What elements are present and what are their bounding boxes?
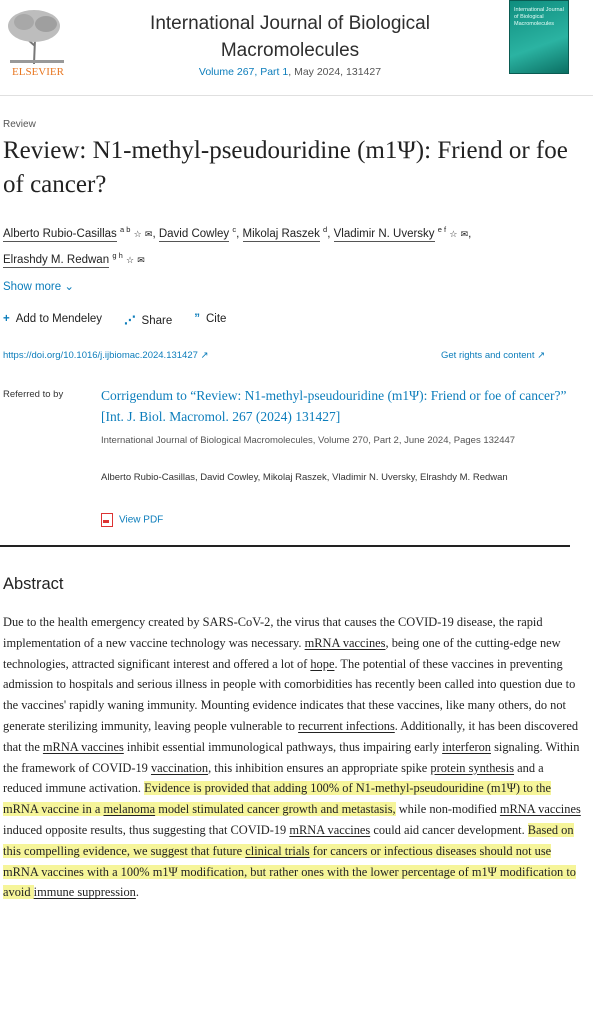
article-actions <box>3 313 226 327</box>
affiliation-sup[interactable]: c <box>232 225 237 234</box>
abstract-sentence: , this inhibition ensures an appropriate spike <box>208 760 431 775</box>
article-title: Review: N1-methyl-pseudouridine (m1Ψ): Friend or foe of cancer? <box>3 137 568 198</box>
journal-title[interactable]: International Journal of Biological Macromolecules <box>150 13 430 61</box>
cover-title: International Journal of Biological Macromolecules <box>514 7 564 27</box>
person-icon[interactable]: ☆ <box>133 228 142 239</box>
plus-icon: + <box>3 313 10 325</box>
keyword-link[interactable]: interferon <box>442 739 491 754</box>
keyword-link[interactable]: mRNA vaccines <box>289 822 371 837</box>
publisher-name: ELSEVIER <box>12 66 64 78</box>
abstract-sentence: . The potential of these vaccines in preventing admission to hospitals and serious illness in people with comorbidities has recently been called into question due to the vaccines' rapidly waning immunity. Mounting evidence indicates that these vaccines, like many others, do not generate sterilizing immunity, leaving people vulnerable to <box>3 656 576 733</box>
abstract-sentence: and a reduced immune activation. <box>3 760 544 796</box>
author-link[interactable]: Vladimir N. Uversky <box>333 227 435 240</box>
abstract-sentence: . Additionally, it has been discovered that the <box>3 718 579 754</box>
rights-link[interactable] <box>441 350 545 361</box>
affiliation-sup[interactable]: e f <box>437 225 447 234</box>
external-link-icon: ↗ <box>537 350 546 361</box>
add-to-mendeley-button[interactable] <box>3 313 102 327</box>
highlighted-text: Based on this compelling evidence, we suggest that future <box>3 822 574 858</box>
doi-link[interactable] <box>3 350 209 361</box>
affiliation-sup[interactable]: g h <box>112 250 123 260</box>
person-icon[interactable]: ☆ <box>449 228 458 239</box>
share-icon: ⋰ <box>124 315 136 327</box>
keyword-link[interactable]: melanoma <box>103 802 156 817</box>
abstract-heading: Abstract <box>3 575 64 593</box>
view-pdf-label: View PDF <box>119 514 164 526</box>
view-pdf-link[interactable] <box>101 513 163 527</box>
abstract-sentence: signaling. Within the framework of COVID-19 <box>3 739 580 775</box>
abstract-sentence: could aid cancer development. <box>370 822 528 837</box>
mendeley-label: Add to Mendeley <box>15 313 103 325</box>
abstract-sentence: . <box>135 885 139 900</box>
person-icon[interactable]: ☆ <box>125 254 135 265</box>
issue-date-id: , May 2024, 131427 <box>288 66 382 78</box>
author-link[interactable]: Mikolaj Raszek <box>242 227 320 240</box>
article-type: Review <box>3 119 36 130</box>
keyword-link[interactable]: recurrent infections <box>298 718 395 733</box>
keyword-link[interactable]: clinical trials <box>245 843 310 858</box>
show-more-button[interactable] <box>3 279 74 293</box>
corrigendum-source: International Journal of Biological Macromolecules, Volume 270, Part 2, June 2024, Pages 132447 <box>101 435 516 446</box>
cite-label: Cite <box>205 313 227 325</box>
author-link[interactable]: Alberto Rubio-Casillas <box>3 227 117 240</box>
affiliation-sup[interactable]: a b <box>119 225 131 234</box>
pdf-icon <box>101 513 113 527</box>
highlighted-text: model stimulated cancer growth and metastasis, <box>155 802 396 817</box>
keyword-link[interactable]: protein synthesis <box>430 760 515 775</box>
share-label: Share <box>141 315 173 327</box>
keyword-link[interactable]: mRNA vaccines <box>499 802 581 817</box>
header-divider <box>0 95 593 96</box>
section-divider <box>0 545 570 547</box>
corrigendum-authors: Alberto Rubio-Casillas, David Cowley, Mikolaj Raszek, Vladimir N. Uversky, Elrashdy M. Redwan <box>101 472 508 483</box>
abstract-sentence: inhibit essential immunological pathways, thus impairing early <box>123 739 443 754</box>
keyword-link[interactable]: hope <box>310 656 335 671</box>
doi-text: https://doi.org/10.1016/j.ijbiomac.2024.131427 <box>3 350 198 361</box>
abstract-sentence: , being one of the cutting-edge new technologies, attracted significant interest and offered a lot of <box>3 635 561 671</box>
share-button[interactable] <box>124 313 172 327</box>
abstract-sentence: Due to the health emergency created by SARS-CoV-2, the virus that causes the COVID-19 disease, the rapid implementation of a new vaccine technology was necessary. <box>3 615 543 650</box>
show-more-label: Show more <box>3 281 62 293</box>
keyword-link[interactable]: mRNA vaccines <box>304 635 386 650</box>
abstract-sentence: while non-modified <box>395 802 500 817</box>
cite-button[interactable] <box>194 313 226 327</box>
email-icon[interactable]: ✉ <box>137 254 145 265</box>
author-list: Alberto Rubio-Casillas $^{a b}$ ☆ ✉, David Cowley $^c$, Mikolaj Raszek $^d$, Vladimir N. Uversky $^{e f}$ ☆ ✉, Elrashdy M. Redwan $^{g h}$ ☆ ✉ <box>3 225 472 266</box>
elsevier-logo[interactable] <box>4 4 72 78</box>
rights-text: Get rights and content <box>441 350 535 361</box>
highlighted-text: Evidence is provided that adding 100% of N1-methyl-pseudouridine (m1Ψ) to the mRNA vaccine in a <box>3 781 552 817</box>
keyword-link[interactable]: mRNA vaccines <box>42 739 124 754</box>
abstract-sentence: induced opposite results, thus suggesting that COVID-19 <box>3 822 290 837</box>
referred-to-by-label: Referred to by <box>3 389 64 400</box>
abstract-text <box>3 612 583 903</box>
chevron-down-icon: ⌄ <box>64 281 75 293</box>
quote-icon: ” <box>194 313 200 325</box>
author-link[interactable]: David Cowley <box>158 227 230 240</box>
email-icon[interactable]: ✉ <box>460 228 469 239</box>
journal-issue <box>120 66 460 78</box>
journal-cover-thumbnail[interactable] <box>509 0 569 74</box>
keyword-link[interactable]: immune suppression <box>33 885 136 900</box>
author-link[interactable]: Elrashdy M. Redwan <box>3 253 110 266</box>
highlighted-text: for cancers or infectious diseases should not use mRNA vaccines with a 100% m1Ψ modification, but rather ones with the lower percentage of m1Ψ modification to avoid <box>3 843 576 900</box>
keyword-link[interactable]: vaccination <box>150 760 209 775</box>
email-icon[interactable]: ✉ <box>144 228 153 239</box>
volume-link[interactable]: Volume 267, Part 1 <box>198 66 289 78</box>
corrigendum-link[interactable]: Corrigendum to “Review: N1-methyl-pseudouridine (m1Ψ): Friend or foe of cancer?” [Int. J. Biol. Macromol. 267 (2024) 131427] <box>101 388 567 424</box>
external-link-icon: ↗ <box>200 350 209 361</box>
affiliation-sup[interactable]: d <box>323 225 328 234</box>
